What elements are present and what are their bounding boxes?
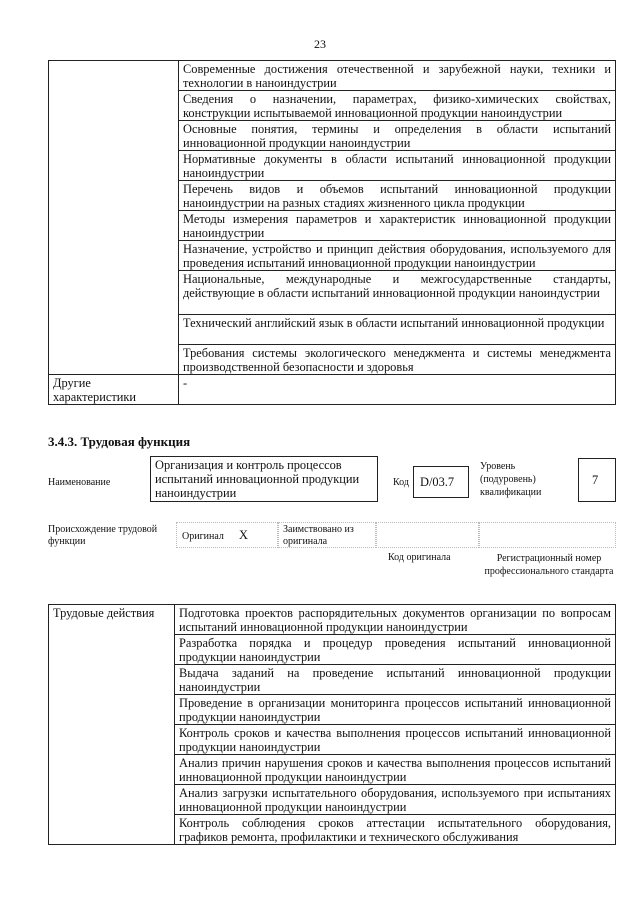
table-row: Контроль сроков и качества выполнения процессов испытаний инновационной продукции наноиндустрии [175,725,616,755]
label-cell [49,61,179,375]
original-code-caption: Код оригинала [388,552,451,563]
table-row: Современные достижения отечественной и зарубежной науки, техники и технологии в наноиндустрии [179,61,616,91]
table-row: Анализ причин нарушения сроков и качества выполнения процессов испытаний инновационной продукции наноиндустрии [175,755,616,785]
borrowed-label: Заимствовано из оригинала [283,524,354,547]
table-row: Разработка порядка и процедур проведения испытаний инновационной продукции наноиндустрии [175,635,616,665]
original-code-box [376,522,479,548]
level-value: 7 [592,473,599,487]
reg-number-caption: Регистрационный номер профессионального стандарта [484,553,614,577]
table-row: Методы измерения параметров и характеристик инновационной продукции наноиндустрии [179,211,616,241]
original-mark: X [239,528,248,542]
labor-actions-label: Трудовые действия [49,605,175,845]
name-label: Наименование [48,477,111,488]
table-row: Нормативные документы в области испытаний инновационной продукции наноиндустрии [179,151,616,181]
original-label: Оригинал [182,531,224,542]
other-characteristics-label: Другие характеристики [49,375,179,405]
table-row: Контроль соблюдения сроков аттестации испытательного оборудования, графиков ремонта, профилактики и технического обслуживания [175,815,616,845]
labor-actions-table [48,604,616,845]
table-row: Проведение в организации мониторинга процессов испытаний инновационной продукции наноиндустрии [175,695,616,725]
level-label: Уровень (подуровень) квалификации [480,461,542,498]
function-name: Организация и контроль процессов испытаний инновационной продукции наноиндустрии [155,458,360,500]
table-row: Основные понятия, термины и определения в области испытаний инновационной продукции наноиндустрии [179,121,616,151]
origin-label: Происхождение трудовой функции [48,524,158,547]
code-value: D/03.7 [420,475,455,489]
page-number: 23 [314,37,326,51]
code-label: Код [393,477,409,488]
table-row: Сведения о назначении, параметрах, физико-химических свойствах, конструкции испытываемой инновационной продукции наноиндустрии [179,91,616,121]
other-characteristics-value: - [179,375,616,405]
knowledge-table [48,60,616,405]
table-row: Анализ загрузки испытательного оборудования, используемого при испытаниях инновационной продукции наноиндустрии [175,785,616,815]
table-row: Требования системы экологического менеджмента и системы менеджмента производственной безопасности и здоровья [179,345,616,375]
table-row: Подготовка проектов распорядительных документов организации по вопросам испытаний инновационной продукции наноиндустрии [175,605,616,635]
table-row: Технический английский язык в области испытаний инновационной продукции [179,315,616,345]
table-row: Выдача заданий на проведение испытаний инновационной продукции наноиндустрии [175,665,616,695]
table-row: Перечень видов и объемов испытаний инновационной продукции наноиндустрии на разных стадиях жизненного цикла продукции [179,181,616,211]
table-row: Назначение, устройство и принцип действия оборудования, используемого для проведения испытаний инновационной продукции наноиндустрии [179,241,616,271]
table-row: Национальные, международные и межгосударственные стандарты, действующие в области испытаний инновационной продукции наноиндустрии [179,271,616,315]
reg-number-box [479,522,616,548]
section-title: 3.4.3. Трудовая функция [48,434,191,449]
